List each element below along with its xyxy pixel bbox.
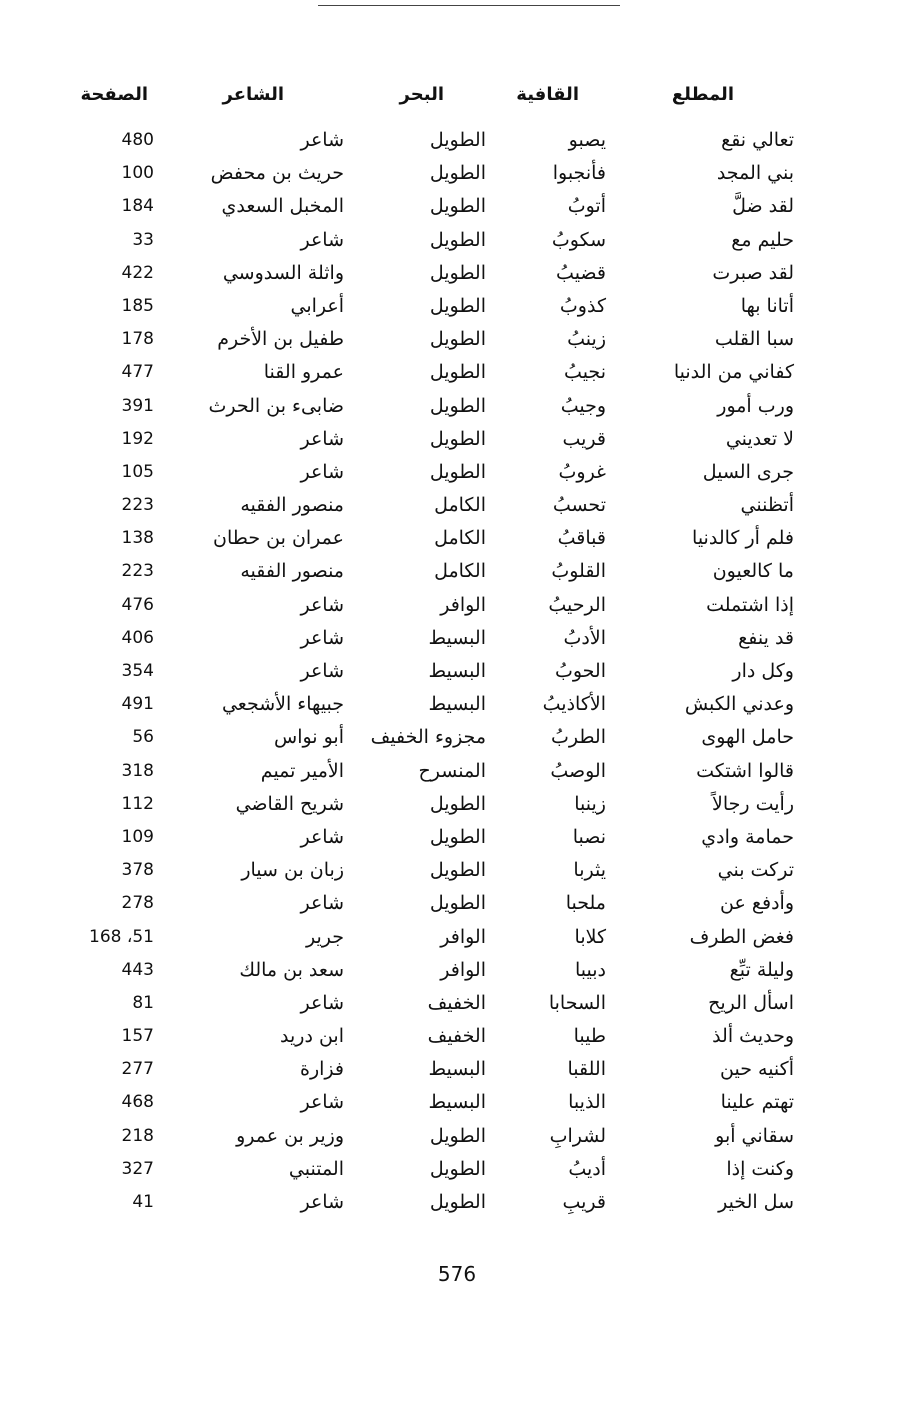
cell-bahr: الخفيف xyxy=(427,1025,486,1048)
cell-shaer: عمران بن حطان xyxy=(213,527,344,550)
cell-shaer: المخبل السعدي xyxy=(221,195,344,218)
cell-bahr: الخفيف xyxy=(427,991,486,1014)
table-row xyxy=(0,622,914,655)
cell-qafia: قريبِ xyxy=(562,1191,606,1213)
cell-page: 185 xyxy=(121,295,154,316)
cell-page: 277 xyxy=(121,1059,154,1080)
cell-qafia: اللقبا xyxy=(567,1058,606,1081)
cell-qafia: فأنجبوا xyxy=(552,162,606,185)
table-row xyxy=(0,589,914,622)
header-page: الصفحة xyxy=(80,84,148,105)
cell-qafia: غروبُ xyxy=(558,460,606,483)
cell-matla: حامل الهوى xyxy=(701,726,794,749)
cell-bahr: الوافر xyxy=(440,593,486,616)
cell-qafia: لشرابِ xyxy=(549,1124,606,1147)
cell-bahr: الكامل xyxy=(434,527,486,550)
cell-matla: وعدني الكبش xyxy=(684,693,794,716)
top-rule xyxy=(318,5,620,6)
cell-page: 218 xyxy=(121,1125,154,1146)
cell-shaer: شاعر xyxy=(300,1091,344,1114)
cell-matla: اسأل الريح xyxy=(708,991,794,1014)
table-row xyxy=(0,1120,914,1153)
cell-matla: سقاني أبو xyxy=(715,1124,794,1147)
table-row xyxy=(0,1186,914,1219)
table-body xyxy=(0,124,914,1219)
cell-matla: حليم مع xyxy=(731,228,794,251)
table-row xyxy=(0,655,914,688)
cell-qafia: الوصبُ xyxy=(550,759,606,782)
cell-matla: أتانا بها xyxy=(740,294,794,317)
cell-bahr: البسيط xyxy=(428,1058,486,1081)
table-row xyxy=(0,555,914,588)
cell-page: 100 xyxy=(121,163,154,184)
table-row xyxy=(0,257,914,290)
cell-bahr: الطويل xyxy=(429,460,486,483)
cell-shaer: أبو نواس xyxy=(274,726,344,749)
cell-page: 178 xyxy=(121,329,154,350)
cell-shaer: جرير xyxy=(306,925,344,948)
cell-matla: وحديث ألذ xyxy=(712,1025,794,1048)
cell-page: 184 xyxy=(121,196,154,217)
cell-qafia: كلابا xyxy=(574,925,606,948)
cell-qafia: السحابا xyxy=(548,991,606,1014)
cell-shaer: منصور الفقيه xyxy=(240,560,344,583)
cell-bahr: الطويل xyxy=(429,394,486,417)
header-qafia: القافية xyxy=(516,84,579,105)
cell-bahr: الطويل xyxy=(429,825,486,848)
cell-shaer: زبان بن سيار xyxy=(241,859,344,882)
cell-page: 406 xyxy=(121,627,154,648)
cell-page: 278 xyxy=(121,893,154,914)
cell-bahr: البسيط xyxy=(428,660,486,682)
cell-page: 391 xyxy=(121,395,154,416)
cell-bahr: الطويل xyxy=(429,162,486,185)
table-row xyxy=(0,887,914,920)
cell-qafia: أتوبُ xyxy=(567,195,606,218)
cell-matla: ورب أمور xyxy=(717,394,794,417)
cell-page: 56 xyxy=(132,727,154,748)
cell-bahr: البسيط xyxy=(428,1091,486,1114)
cell-qafia: الأدبُ xyxy=(563,626,606,649)
cell-page: 109 xyxy=(121,826,154,847)
cell-page: 81 xyxy=(132,992,154,1013)
header-bahr: البحر xyxy=(399,84,444,105)
cell-page: 477 xyxy=(121,362,154,383)
cell-matla: سل الخير xyxy=(718,1191,794,1213)
cell-matla: فغض الطرف xyxy=(689,925,794,948)
table-row xyxy=(0,821,914,854)
cell-page: 468 xyxy=(121,1092,154,1113)
cell-qafia: الطربُ xyxy=(550,726,606,749)
cell-page: 354 xyxy=(121,661,154,681)
cell-matla: أتظنني xyxy=(740,494,794,517)
cell-shaer: ابن دريد xyxy=(280,1025,344,1048)
cell-shaer: أعرابي xyxy=(290,294,344,317)
cell-shaer: شاعر xyxy=(300,129,344,151)
cell-matla: تعالي نقع xyxy=(721,129,794,151)
cell-qafia: أديبُ xyxy=(568,1157,606,1180)
cell-qafia: قضيبُ xyxy=(556,261,606,284)
table-row xyxy=(0,954,914,987)
cell-bahr: الطويل xyxy=(429,361,486,384)
header-matla: المطلع xyxy=(671,84,734,105)
cell-qafia: يصبو xyxy=(568,129,606,151)
cell-qafia: سكوبُ xyxy=(551,228,606,251)
cell-bahr: البسيط xyxy=(428,626,486,649)
cell-page: 168 ،51 xyxy=(89,926,154,947)
cell-bahr: الطويل xyxy=(429,195,486,218)
table-row xyxy=(0,1053,914,1086)
cell-matla: لقد ضلَّ xyxy=(732,195,794,218)
cell-shaer: شريح القاضي xyxy=(235,792,344,815)
cell-shaer: ضابىء بن الحرث xyxy=(208,394,344,417)
cell-page: 192 xyxy=(121,428,154,449)
table-row xyxy=(0,290,914,323)
cell-matla: تهتم علينا xyxy=(720,1091,794,1114)
cell-matla: فلم أر كالدنيا xyxy=(692,527,794,550)
cell-bahr: الطويل xyxy=(429,1191,486,1213)
table-row xyxy=(0,1086,914,1119)
cell-bahr: الطويل xyxy=(429,328,486,351)
cell-matla: تركت بني xyxy=(717,859,794,882)
cell-qafia: دبيبا xyxy=(574,958,606,981)
cell-matla: وكنت إذا xyxy=(726,1157,794,1180)
table-row xyxy=(0,356,914,389)
cell-qafia: نصبا xyxy=(572,825,606,848)
cell-qafia: تحسبُ xyxy=(552,494,606,517)
cell-shaer: طفيل بن الأخرم xyxy=(217,328,344,351)
table-row xyxy=(0,721,914,754)
cell-matla: جرى السيل xyxy=(702,460,794,483)
cell-bahr: الطويل xyxy=(429,228,486,251)
cell-shaer: المتنبي xyxy=(288,1157,344,1180)
cell-bahr: الطويل xyxy=(429,261,486,284)
cell-matla: وليلة تبِّع xyxy=(729,958,794,981)
cell-qafia: طيبا xyxy=(573,1025,606,1048)
cell-shaer: شاعر xyxy=(300,593,344,616)
cell-bahr: الطويل xyxy=(429,859,486,882)
cell-qafia: الأكاذيبُ xyxy=(542,693,606,716)
cell-bahr: البسيط xyxy=(428,693,486,716)
cell-page: 223 xyxy=(121,495,154,516)
cell-bahr: الطويل xyxy=(429,1124,486,1147)
cell-shaer: سعد بن مالك xyxy=(239,958,344,981)
cell-qafia: قريب xyxy=(562,427,606,450)
cell-bahr: الكامل xyxy=(434,560,486,583)
cell-shaer: شاعر xyxy=(300,460,344,483)
cell-bahr: مجزوء الخفيف xyxy=(370,726,486,749)
table-row xyxy=(0,456,914,489)
cell-matla: رأيت رجالاً xyxy=(712,792,794,815)
table-row xyxy=(0,987,914,1020)
verse-index-table xyxy=(0,78,914,1219)
table-row xyxy=(0,755,914,788)
cell-shaer: فزارة xyxy=(300,1058,344,1081)
cell-matla: إذا اشتملت xyxy=(706,593,794,616)
cell-qafia: الذيبا xyxy=(568,1091,606,1114)
cell-page: 41 xyxy=(132,1192,154,1212)
table-row xyxy=(0,522,914,555)
cell-page: 157 xyxy=(121,1026,154,1047)
cell-matla: وكل دار xyxy=(732,660,794,682)
cell-page: 491 xyxy=(121,694,154,715)
cell-qafia: زينبا xyxy=(574,792,606,815)
cell-bahr: الوافر xyxy=(440,958,486,981)
table-row xyxy=(0,489,914,522)
table-row xyxy=(0,190,914,223)
table-row xyxy=(0,921,914,954)
cell-shaer: حريث بن محفض xyxy=(210,162,344,185)
cell-matla: أكنيه حين xyxy=(720,1058,794,1081)
cell-qafia: الرحيبُ xyxy=(548,593,606,616)
page-number: 576 xyxy=(437,1262,477,1286)
cell-shaer: منصور الفقيه xyxy=(240,494,344,517)
cell-qafia: الحوبُ xyxy=(554,660,606,682)
cell-bahr: الطويل xyxy=(429,1157,486,1180)
cell-matla: سبا القلب xyxy=(714,328,794,351)
cell-shaer: جبيهاء الأشجعي xyxy=(221,693,344,716)
table-row xyxy=(0,124,914,157)
cell-bahr: المنسرح xyxy=(418,759,486,782)
cell-page: 105 xyxy=(121,461,154,482)
cell-matla: كفاني من الدنيا xyxy=(673,361,794,384)
cell-page: 327 xyxy=(121,1158,154,1179)
cell-shaer: شاعر xyxy=(300,1191,344,1213)
cell-shaer: شاعر xyxy=(300,660,344,682)
cell-qafia: زينبُ xyxy=(567,328,606,351)
cell-shaer: عمرو القنا xyxy=(263,361,344,384)
cell-page: 223 xyxy=(121,561,154,582)
table-row xyxy=(0,390,914,423)
cell-page: 480 xyxy=(121,130,154,150)
table-row xyxy=(0,423,914,456)
cell-page: 443 xyxy=(121,959,154,980)
cell-page: 378 xyxy=(121,860,154,881)
table-row xyxy=(0,854,914,887)
table-row xyxy=(0,788,914,821)
cell-shaer: شاعر xyxy=(300,228,344,251)
table-row xyxy=(0,157,914,190)
cell-bahr: الكامل xyxy=(434,494,486,517)
cell-page: 112 xyxy=(121,793,154,814)
cell-qafia: كذوبُ xyxy=(559,294,606,317)
cell-bahr: الوافر xyxy=(440,925,486,948)
cell-matla: قالوا اشتكت xyxy=(696,759,794,782)
cell-shaer: شاعر xyxy=(300,825,344,848)
cell-qafia: قباقبُ xyxy=(557,527,606,550)
table-header xyxy=(0,78,914,114)
table-row xyxy=(0,1020,914,1053)
cell-shaer: واثلة السدوسي xyxy=(222,261,344,284)
cell-shaer: وزير بن عمرو xyxy=(236,1124,344,1147)
cell-shaer: شاعر xyxy=(300,991,344,1014)
cell-shaer: شاعر xyxy=(300,427,344,450)
cell-page: 476 xyxy=(121,594,154,615)
cell-bahr: الطويل xyxy=(429,427,486,450)
table-row xyxy=(0,1153,914,1186)
cell-page: 318 xyxy=(121,760,154,781)
cell-shaer: شاعر xyxy=(300,626,344,649)
cell-page: 33 xyxy=(132,229,154,250)
cell-matla: قد ينفع xyxy=(738,626,794,649)
cell-bahr: الطويل xyxy=(429,129,486,151)
cell-matla: لقد صبرت xyxy=(712,261,794,284)
cell-bahr: الطويل xyxy=(429,792,486,815)
cell-qafia: نجيبُ xyxy=(564,361,606,384)
cell-matla: وأدفع عن xyxy=(720,892,794,915)
cell-page: 422 xyxy=(121,262,154,283)
cell-matla: حمامة وادي xyxy=(701,825,794,848)
cell-bahr: الطويل xyxy=(429,294,486,317)
cell-matla: ما كالعيون xyxy=(712,560,794,583)
cell-page: 138 xyxy=(121,528,154,549)
cell-qafia: يثربا xyxy=(573,859,606,882)
table-row xyxy=(0,323,914,356)
table-row xyxy=(0,688,914,721)
cell-qafia: ملحبا xyxy=(565,892,606,915)
cell-bahr: الطويل xyxy=(429,892,486,915)
cell-qafia: وجيبُ xyxy=(560,394,606,417)
table-row xyxy=(0,224,914,257)
cell-qafia: القلوبُ xyxy=(551,560,606,583)
cell-matla: بني المجد xyxy=(716,162,794,185)
cell-shaer: شاعر xyxy=(300,892,344,915)
cell-matla: لا تعديني xyxy=(725,427,794,450)
cell-shaer: الأمير تميم xyxy=(260,759,344,782)
header-shaer: الشاعر xyxy=(222,84,284,105)
